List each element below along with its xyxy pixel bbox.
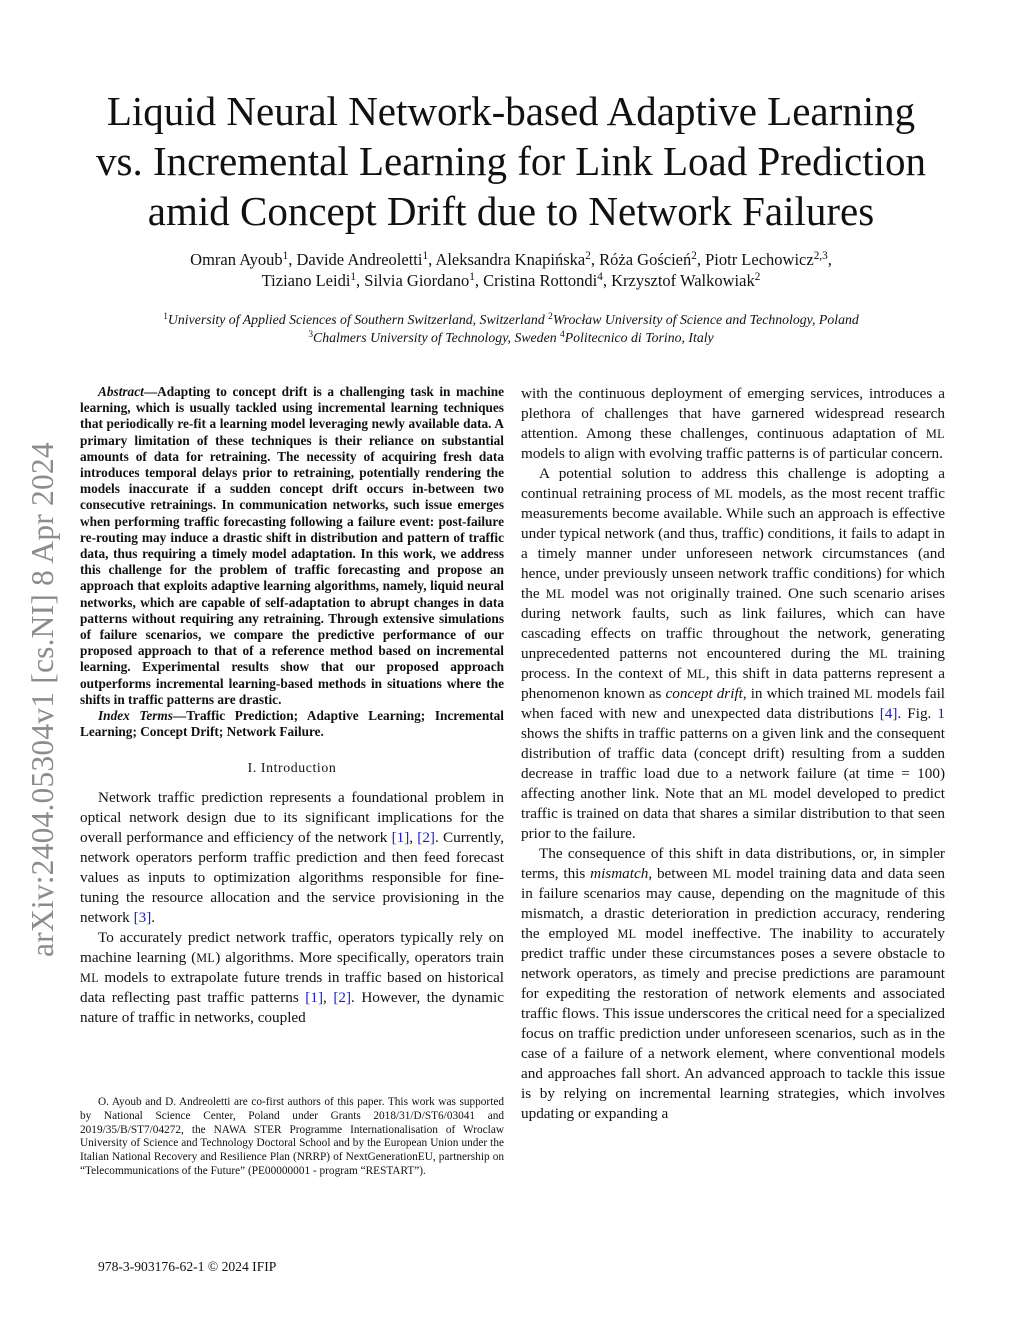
paragraph — [521, 384, 945, 464]
paragraph-text: , between — [648, 865, 713, 882]
citation-link[interactable]: [3] — [133, 909, 152, 927]
paragraph-text: A potential solution to address this challenge is adopting a continual retraining process of — [521, 465, 945, 502]
author-name: Omran Ayoub — [190, 250, 283, 269]
affiliation-mark: 2 — [548, 311, 553, 322]
ml-acronym: ML — [617, 927, 637, 941]
paragraph-text: . Fig. — [897, 705, 938, 722]
affiliation: University of Applied Sciences of Southern Switzerland, Switzerland — [167, 312, 549, 327]
author-affiliation-mark: 1 — [282, 249, 289, 262]
abstract — [80, 384, 504, 708]
paragraph-text: model was not originally trained. One such scenario arises during network faults, such as link failures, which can have cascading effects on traffic throughout the network, generating unprecedented patterns not encountered during the — [521, 585, 945, 662]
right-column — [521, 384, 945, 1124]
author-affiliation-mark: 2 — [691, 249, 697, 262]
author-name: Krzysztof Walkowiak — [611, 271, 755, 290]
paragraph-text: models fail when faced with new and unexpected data distributions — [521, 685, 946, 722]
paragraph-text: models to extrapolate future trends in traffic based on historical data reflecting past traffic patterns — [80, 969, 504, 1007]
paragraph-text: model developed to predict traffic is trained on data that shares a similar distribution to that seen prior to the failure. — [521, 785, 945, 842]
ml-acronym: ML — [80, 971, 100, 986]
affiliation: Chalmers University of Technology, Sweden — [313, 330, 561, 345]
author-affiliation-mark: 4 — [597, 270, 603, 283]
section-heading-introduction: I. Introduction — [247, 760, 337, 776]
paragraph-text: , this shift in data patterns represent a phenomenon known as — [521, 665, 946, 702]
paper-title: Liquid Neural Network-based Adaptive Learning vs. Incremental Learning for Link Load Prediction amid Concept Drift due to Network Failures — [96, 88, 926, 234]
ml-acronym: ML — [196, 951, 216, 966]
paragraph-text: models to align with evolving traffic patterns is of particular concern. — [521, 445, 943, 462]
citation-link[interactable]: [2] — [417, 829, 435, 847]
figure-link[interactable]: 1 — [937, 705, 945, 722]
author-name: Silvia Giordano — [364, 271, 470, 290]
author-separator: , — [428, 250, 436, 269]
affiliation-mark: 3 — [308, 329, 313, 340]
copyright-notice: 978-3-903176-62-1 © 2024 IFIP — [98, 1259, 277, 1274]
paragraph — [80, 928, 504, 1028]
arxiv-identifier: arXiv:2404.05304v1 [cs.NI] 8 Apr 2024 — [25, 442, 60, 957]
affiliation-list — [80, 311, 942, 347]
paragraph-text: model training data and data seen in failure scenarios may cause, depending on the magnitude of this mismatch, a drastic deterioration in prediction accuracy, rendering the employed — [521, 865, 945, 942]
author-separator: , — [288, 250, 297, 269]
ml-acronym: ML — [545, 587, 565, 601]
author-name: Piotr Lechowicz — [705, 250, 814, 269]
paragraph-text: with the continuous deployment of emerging services, introduces a plethora of challenges that have garnered widespread research attention. Among these challenges, continuous adaptation of — [521, 385, 945, 442]
ml-acronym: ML — [868, 647, 888, 661]
abstract-text: —Adapting to concept drift is a challenging task in machine learning, which is usually tackled using incremental learning techniques that periodically re-fit a learning model leveraging newly available data. A primary limitation of these techniques is their reliance on substantial amounts of data for retraining. The necessity of acquiring fresh data introduces temporal delays prior to retraining, potentially rendering the models inaccurate if a sudden concept drift occurs in-between two consecutive retrainings. In communication networks, such issue emerges when performing traffic forecasting following a failure event: post-failure re-routing may induce a drastic shift in distribution and pattern of traffic data, thus requiring a timely model adaptation. In this work, we address this challenge for the problem of traffic forecasting and propose an approach that exploits adaptive learning algorithms, namely, liquid neural networks, which are capable of self-adaptation to abrupt changes in data patterns without requiring any retraining. Through extensive simulations of failure scenarios, we compare the predictive performance of our proposed approach to that of a reference method based on incremental learning. Experimental results show that our proposed approach outperforms incremental learning-based methods in situations where the shifts in traffic patterns are drastic. — [80, 384, 504, 707]
author-affiliation-mark: 1 — [422, 249, 429, 262]
paragraph — [521, 844, 945, 1124]
paragraph-text: , in which trained — [742, 685, 854, 702]
author-separator: , — [602, 271, 612, 290]
author-separator: , — [696, 250, 706, 269]
paragraph-text: . However, the dynamic nature of traffic in networks, coupled — [80, 989, 505, 1027]
affiliation: Politecnico di Torino, Italy — [564, 330, 714, 345]
paragraph-text: , — [409, 829, 418, 847]
author-separator: , — [474, 271, 484, 290]
paragraph-text: shows the shifts in traffic patterns on a given link and the consequent distribution of traffic data (concept drift) resulting from a sudden decrease in traffic load due to a network failure (at time = 100) affecting another link. Note that an — [521, 725, 945, 802]
ml-acronym: ML — [748, 787, 768, 801]
citation-link[interactable]: [4] — [879, 705, 898, 722]
affiliation-mark: 4 — [560, 329, 565, 340]
index-terms-label: Index Terms — [98, 708, 173, 724]
paragraph-text: training process. In the context of — [521, 645, 945, 682]
paragraph-text: , — [323, 989, 334, 1007]
citation-link[interactable]: [2] — [333, 989, 352, 1007]
author-affiliation-mark: 2,3 — [813, 249, 828, 262]
index-terms-text: —Traffic Prediction; Adaptive Learning; Incremental Learning; Concept Drift; Network Failure. — [80, 708, 504, 740]
author-name: Cristina Rottondi — [483, 271, 598, 290]
footnote: O. Ayoub and D. Andreoletti are co-first authors of this paper. This work was supported by National Science Center, Poland under Grants 2018/31/D/ST6/03041 and 2019/35/B/ST7/04272, the NAWA STER Programme Internationalisation of Wroclaw University of Science and Technology Doctoral School and by the European Union under the Italian National Recovery and Resilience Plan (NRRP) of NextGenerationEU, partnership on “Telecommunications of the Future” (PE00000001 - program “RESTART”). — [80, 1096, 504, 1177]
index-terms — [80, 708, 504, 740]
author-name: Róża Goścień — [599, 250, 692, 269]
affiliation-mark: 1 — [163, 311, 168, 322]
affiliation: Wrocław University of Science and Technology, Poland — [552, 312, 859, 327]
author-separator: , — [590, 250, 600, 269]
ml-acronym: ML — [712, 867, 732, 881]
paragraph-text: To accurately predict network traffic, operators typically rely on machine learning ( — [80, 929, 504, 967]
ml-acronym: ML — [686, 667, 706, 681]
author-name: Tiziano Leidi — [261, 271, 351, 290]
paragraph-text: . — [151, 909, 156, 927]
author-affiliation-mark: 2 — [754, 270, 761, 283]
ml-acronym: ML — [853, 687, 873, 701]
author-separator: , — [356, 271, 365, 290]
author-affiliation-mark: 1 — [469, 270, 475, 283]
author-name: Davide Andreoletti — [296, 250, 423, 269]
author-list — [80, 249, 942, 291]
ml-acronym: ML — [925, 427, 945, 441]
left-column — [80, 384, 504, 1028]
paragraph-text: ) algorithms. More specifically, operators train — [215, 949, 504, 967]
paragraph-text: The consequence of this shift in data distributions, or, in simpler terms, this — [521, 845, 945, 882]
citation-link[interactable]: [1] — [305, 989, 324, 1007]
ml-acronym: ML — [714, 487, 734, 501]
paragraph-text: Network traffic prediction represents a foundational problem in optical network design due to its significant implications for the overall performance and efficiency of the network — [80, 789, 504, 847]
emphasis: concept drift — [665, 685, 743, 702]
author-separator: , — [827, 250, 832, 269]
paragraph-text: models, as the most recent traffic measurements become available. While such an approach is effective under typical network (and thus, traffic) conditions, it fails to adapt in a timely manner under unforeseen network circumstances (and hence, under previously unseen network traffic conditions) for which the — [521, 485, 945, 602]
paragraph-text: model ineffective. The inability to accurately predict traffic under these circumstances poses a severe obstacle to network operators, as timely and precise predictions are paramount for expediting the restoration of network elements and associated traffic flows. This issue underscores the critical need for a specialized focus on traffic prediction under unforeseen scenarios, such as in the case of a failure of a network element, where conventional models and approaches fall short. An advanced approach to tackle this issue is by relying on incremental learning strategies, which involves updating or expanding a — [521, 925, 945, 1122]
paragraph — [80, 788, 504, 928]
paragraph — [521, 464, 945, 844]
author-name: Aleksandra Knapińska — [435, 250, 586, 269]
author-affiliation-mark: 1 — [350, 270, 357, 283]
citation-link[interactable]: [1] — [391, 829, 410, 847]
emphasis: mismatch — [590, 865, 649, 882]
author-affiliation-mark: 2 — [585, 249, 591, 262]
abstract-label: Abstract — [98, 384, 144, 399]
paragraph-text: . Currently, network operators perform traffic prediction and then feed forecast values as inputs to optimization algorithms responsible for fine-tuning the resource allocation and the service provisioning in the network — [80, 829, 505, 927]
